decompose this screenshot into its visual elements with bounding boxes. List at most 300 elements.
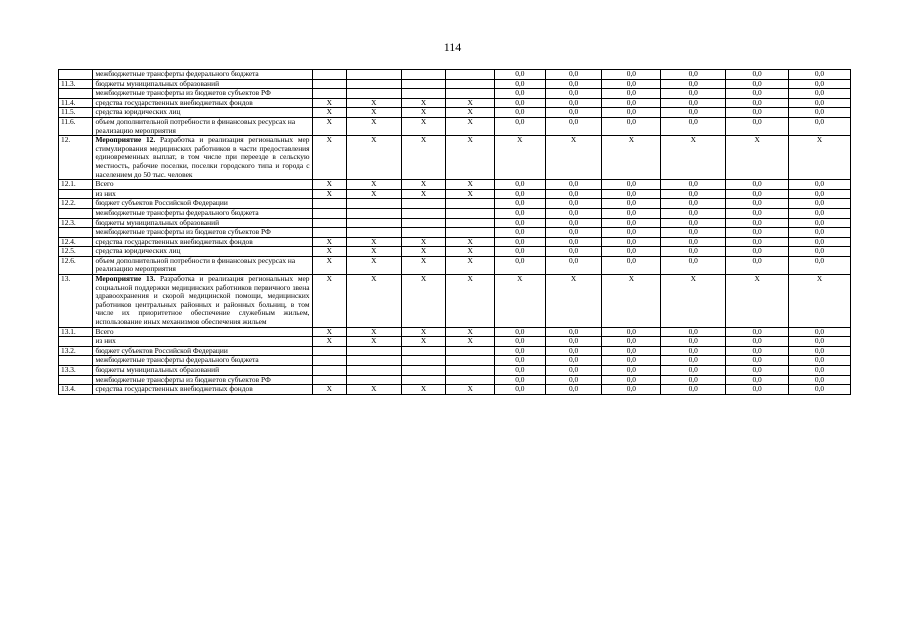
value-cell: 0,0	[661, 70, 726, 80]
row-description: межбюджетные трансферты федерального бюджета	[93, 70, 312, 80]
table-row	[59, 79, 851, 89]
row-number: 11.3.	[59, 79, 93, 89]
row-description	[93, 275, 312, 328]
value-cell: 0,0	[545, 89, 602, 99]
table-row	[59, 327, 851, 337]
value-cell	[446, 228, 495, 238]
value-cell: 0,0	[602, 199, 661, 209]
value-cell: 0,0	[726, 385, 789, 395]
value-cell: 0,0	[545, 346, 602, 356]
table-row	[59, 356, 851, 366]
value-cell: X	[401, 247, 446, 257]
value-cell: 0,0	[726, 237, 789, 247]
value-cell: X	[312, 275, 346, 328]
value-cell: 0,0	[789, 256, 851, 274]
value-cell: 0,0	[661, 218, 726, 228]
value-cell: 0,0	[545, 375, 602, 385]
value-cell: 0,0	[661, 327, 726, 337]
page-number: 114	[443, 40, 462, 54]
value-cell: 0,0	[602, 70, 661, 80]
value-cell: 0,0	[789, 89, 851, 99]
row-number: 12.6.	[59, 256, 93, 274]
value-cell: X	[346, 337, 401, 347]
row-description: межбюджетные трансферты из бюджетов субъектов РФ	[93, 89, 312, 99]
value-cell: 0,0	[602, 117, 661, 135]
value-cell: X	[446, 327, 495, 337]
value-cell: 0,0	[495, 237, 546, 247]
value-cell: 0,0	[495, 366, 546, 376]
value-cell: 0,0	[726, 247, 789, 257]
value-cell: 0,0	[495, 199, 546, 209]
row-description: бюджет субъектов Российской Федерации	[93, 199, 312, 209]
value-cell: X	[401, 275, 446, 328]
value-cell	[346, 89, 401, 99]
row-number: 12.1.	[59, 180, 93, 190]
value-cell: X	[401, 337, 446, 347]
value-cell: 0,0	[661, 247, 726, 257]
value-cell: 0,0	[661, 117, 726, 135]
value-cell: X	[346, 275, 401, 328]
value-cell: 0,0	[495, 98, 546, 108]
value-cell: X	[401, 385, 446, 395]
value-cell: X	[446, 237, 495, 247]
value-cell: 0,0	[726, 70, 789, 80]
value-cell: 0,0	[789, 366, 851, 376]
row-description: средства государственных внебюджетных фондов	[93, 385, 312, 395]
value-cell: 0,0	[545, 98, 602, 108]
row-description: средства юридических лиц	[93, 108, 312, 118]
value-cell: X	[312, 385, 346, 395]
value-cell: X	[446, 256, 495, 274]
value-cell: X	[346, 180, 401, 190]
table-row	[59, 189, 851, 199]
value-cell: 0,0	[789, 356, 851, 366]
value-cell: X	[346, 247, 401, 257]
row-description: средства государственных внебюджетных фондов	[93, 237, 312, 247]
value-cell: X	[789, 136, 851, 180]
value-cell	[446, 208, 495, 218]
table-row	[59, 385, 851, 395]
value-cell	[401, 199, 446, 209]
table-row	[59, 228, 851, 238]
measure-title: Мероприятие 12.	[95, 135, 156, 145]
value-cell: 0,0	[602, 337, 661, 347]
value-cell: 0,0	[726, 218, 789, 228]
value-cell: X	[446, 108, 495, 118]
value-cell: 0,0	[602, 346, 661, 356]
value-cell	[446, 356, 495, 366]
row-number: 13.1.	[59, 327, 93, 337]
value-cell: 0,0	[789, 208, 851, 218]
value-cell: 0,0	[789, 247, 851, 257]
row-description: межбюджетные трансферты из бюджетов субъектов РФ	[93, 375, 312, 385]
value-cell: 0,0	[789, 385, 851, 395]
value-cell: 0,0	[495, 108, 546, 118]
value-cell: 0,0	[726, 366, 789, 376]
value-cell: 0,0	[661, 108, 726, 118]
value-cell	[401, 79, 446, 89]
value-cell: 0,0	[789, 327, 851, 337]
value-cell: 0,0	[545, 70, 602, 80]
value-cell	[312, 79, 346, 89]
value-cell: 0,0	[602, 79, 661, 89]
value-cell: 0,0	[602, 366, 661, 376]
value-cell: 0,0	[726, 89, 789, 99]
value-cell: 0,0	[545, 180, 602, 190]
row-description: межбюджетные трансферты из бюджетов субъектов РФ	[93, 228, 312, 238]
row-description: бюджеты муниципальных образований	[93, 366, 312, 376]
value-cell: 0,0	[661, 356, 726, 366]
value-cell: 0,0	[495, 70, 546, 80]
value-cell: 0,0	[602, 385, 661, 395]
value-cell: 0,0	[545, 199, 602, 209]
value-cell	[401, 89, 446, 99]
value-cell	[446, 366, 495, 376]
value-cell: 0,0	[495, 375, 546, 385]
value-cell: 0,0	[726, 79, 789, 89]
table-row	[59, 89, 851, 99]
value-cell: 0,0	[602, 98, 661, 108]
value-cell: 0,0	[661, 337, 726, 347]
value-cell: 0,0	[545, 385, 602, 395]
value-cell: X	[495, 275, 546, 328]
value-cell: 0,0	[661, 237, 726, 247]
value-cell: 0,0	[661, 228, 726, 238]
value-cell: 0,0	[495, 79, 546, 89]
row-description: объем дополнительной потребности в финансовых ресурсах на реализацию мероприятия	[93, 256, 312, 274]
value-cell: 0,0	[545, 228, 602, 238]
row-number: 13.2.	[59, 346, 93, 356]
value-cell: 0,0	[545, 208, 602, 218]
value-cell: 0,0	[545, 79, 602, 89]
row-number	[59, 89, 93, 99]
value-cell: X	[661, 136, 726, 180]
value-cell	[312, 199, 346, 209]
value-cell: 0,0	[602, 237, 661, 247]
row-description: из них	[93, 189, 312, 199]
value-cell: 0,0	[789, 108, 851, 118]
value-cell	[312, 346, 346, 356]
value-cell	[346, 228, 401, 238]
row-description: объем дополнительной потребности в финансовых ресурсах на реализацию мероприятия	[93, 117, 312, 135]
value-cell: 0,0	[661, 180, 726, 190]
value-cell: 0,0	[789, 375, 851, 385]
value-cell: 0,0	[495, 346, 546, 356]
value-cell	[446, 199, 495, 209]
value-cell	[401, 228, 446, 238]
value-cell: X	[312, 247, 346, 257]
value-cell: 0,0	[602, 89, 661, 99]
value-cell	[401, 366, 446, 376]
value-cell: 0,0	[602, 218, 661, 228]
value-cell: X	[401, 256, 446, 274]
value-cell: 0,0	[495, 189, 546, 199]
table-row	[59, 136, 851, 180]
value-cell: 0,0	[495, 327, 546, 337]
value-cell: 0,0	[495, 356, 546, 366]
value-cell: X	[545, 136, 602, 180]
measure-title: Мероприятие 13.	[95, 274, 156, 284]
value-cell: 0,0	[661, 375, 726, 385]
value-cell: 0,0	[726, 117, 789, 135]
value-cell	[346, 70, 401, 80]
row-number: 11.4.	[59, 98, 93, 108]
value-cell	[446, 70, 495, 80]
value-cell: 0,0	[661, 346, 726, 356]
value-cell: X	[312, 337, 346, 347]
value-cell	[446, 218, 495, 228]
value-cell: 0,0	[726, 256, 789, 274]
value-cell: 0,0	[602, 327, 661, 337]
row-number: 12.5.	[59, 247, 93, 257]
value-cell: X	[446, 189, 495, 199]
table-row	[59, 208, 851, 218]
value-cell	[401, 218, 446, 228]
value-cell: X	[312, 98, 346, 108]
value-cell: 0,0	[726, 356, 789, 366]
table-row	[59, 117, 851, 135]
value-cell: 0,0	[726, 180, 789, 190]
value-cell	[401, 208, 446, 218]
value-cell: X	[312, 256, 346, 274]
value-cell: 0,0	[495, 228, 546, 238]
row-number: 11.6.	[59, 117, 93, 135]
value-cell: X	[495, 136, 546, 180]
value-cell: 0,0	[661, 256, 726, 274]
value-cell: 0,0	[602, 189, 661, 199]
value-cell: 0,0	[602, 247, 661, 257]
value-cell	[346, 208, 401, 218]
value-cell: 0,0	[726, 208, 789, 218]
value-cell: X	[401, 327, 446, 337]
value-cell: 0,0	[661, 208, 726, 218]
value-cell	[312, 366, 346, 376]
value-cell: 0,0	[495, 218, 546, 228]
value-cell	[446, 79, 495, 89]
value-cell: X	[401, 237, 446, 247]
value-cell: 0,0	[661, 366, 726, 376]
value-cell: X	[726, 136, 789, 180]
value-cell: 0,0	[661, 98, 726, 108]
value-cell: X	[346, 256, 401, 274]
value-cell: 0,0	[602, 256, 661, 274]
value-cell: X	[346, 108, 401, 118]
value-cell: X	[789, 275, 851, 328]
value-cell: X	[312, 189, 346, 199]
row-description: средства юридических лиц	[93, 247, 312, 257]
row-number: 13.	[59, 275, 93, 328]
table-row	[59, 375, 851, 385]
value-cell: X	[346, 136, 401, 180]
value-cell: 0,0	[545, 337, 602, 347]
value-cell: 0,0	[495, 208, 546, 218]
value-cell: X	[312, 136, 346, 180]
value-cell: X	[446, 180, 495, 190]
value-cell: 0,0	[602, 375, 661, 385]
value-cell: 0,0	[495, 117, 546, 135]
value-cell	[346, 346, 401, 356]
value-cell: X	[446, 98, 495, 108]
row-description: средства государственных внебюджетных фондов	[93, 98, 312, 108]
table-row	[59, 275, 851, 328]
value-cell: X	[726, 275, 789, 328]
value-cell: X	[401, 98, 446, 108]
table-row	[59, 256, 851, 274]
value-cell: 0,0	[726, 346, 789, 356]
table-row	[59, 247, 851, 257]
value-cell: 0,0	[661, 385, 726, 395]
value-cell: 0,0	[789, 117, 851, 135]
value-cell: 0,0	[495, 256, 546, 274]
value-cell: 0,0	[661, 199, 726, 209]
value-cell: 0,0	[726, 337, 789, 347]
table-row	[59, 237, 851, 247]
value-cell	[312, 356, 346, 366]
value-cell	[312, 70, 346, 80]
value-cell: X	[446, 385, 495, 395]
value-cell	[401, 356, 446, 366]
value-cell: 0,0	[661, 79, 726, 89]
row-number	[59, 337, 93, 347]
value-cell: 0,0	[545, 117, 602, 135]
row-number: 12.	[59, 136, 93, 180]
value-cell	[346, 199, 401, 209]
value-cell: X	[401, 136, 446, 180]
row-number	[59, 356, 93, 366]
value-cell: 0,0	[726, 108, 789, 118]
value-cell: 0,0	[545, 366, 602, 376]
row-description: межбюджетные трансферты федерального бюджета	[93, 356, 312, 366]
value-cell: 0,0	[545, 256, 602, 274]
table-row	[59, 70, 851, 80]
value-cell: 0,0	[789, 180, 851, 190]
value-cell: 0,0	[789, 337, 851, 347]
value-cell: 0,0	[495, 89, 546, 99]
value-cell: 0,0	[495, 385, 546, 395]
value-cell	[346, 356, 401, 366]
table-row	[59, 346, 851, 356]
row-description: бюджеты муниципальных образований	[93, 79, 312, 89]
value-cell: X	[446, 117, 495, 135]
value-cell: X	[346, 117, 401, 135]
row-description: межбюджетные трансферты федерального бюджета	[93, 208, 312, 218]
value-cell	[312, 89, 346, 99]
value-cell: X	[446, 275, 495, 328]
budget-table	[58, 69, 851, 395]
value-cell	[346, 366, 401, 376]
value-cell: 0,0	[545, 327, 602, 337]
value-cell: 0,0	[602, 228, 661, 238]
value-cell: 0,0	[789, 79, 851, 89]
table-row	[59, 218, 851, 228]
value-cell: X	[312, 327, 346, 337]
value-cell: 0,0	[545, 218, 602, 228]
table-row	[59, 337, 851, 347]
value-cell	[346, 375, 401, 385]
value-cell: 0,0	[602, 180, 661, 190]
table-body	[59, 70, 851, 395]
row-number	[59, 375, 93, 385]
value-cell: X	[446, 136, 495, 180]
value-cell: 0,0	[545, 237, 602, 247]
row-number: 12.2.	[59, 199, 93, 209]
value-cell: 0,0	[789, 98, 851, 108]
table-row	[59, 366, 851, 376]
value-cell: 0,0	[545, 108, 602, 118]
value-cell: X	[446, 337, 495, 347]
value-cell: 0,0	[726, 199, 789, 209]
value-cell: X	[401, 180, 446, 190]
value-cell: 0,0	[602, 356, 661, 366]
row-number: 13.3.	[59, 366, 93, 376]
value-cell	[401, 346, 446, 356]
value-cell: 0,0	[726, 375, 789, 385]
value-cell: 0,0	[661, 89, 726, 99]
value-cell	[446, 89, 495, 99]
value-cell: 0,0	[789, 199, 851, 209]
row-description: бюджет субъектов Российской Федерации	[93, 346, 312, 356]
row-number	[59, 228, 93, 238]
value-cell	[446, 346, 495, 356]
row-description	[93, 136, 312, 180]
value-cell: 0,0	[789, 70, 851, 80]
value-cell: X	[446, 247, 495, 257]
value-cell: 0,0	[789, 346, 851, 356]
value-cell: X	[401, 189, 446, 199]
value-cell: 0,0	[789, 218, 851, 228]
row-number: 11.5.	[59, 108, 93, 118]
value-cell: 0,0	[495, 337, 546, 347]
value-cell: 0,0	[495, 180, 546, 190]
value-cell: X	[346, 98, 401, 108]
row-description: из них	[93, 337, 312, 347]
value-cell: 0,0	[545, 247, 602, 257]
table-row	[59, 108, 851, 118]
table-row	[59, 180, 851, 190]
row-number: 12.4.	[59, 237, 93, 247]
value-cell: 0,0	[545, 356, 602, 366]
value-cell: 0,0	[726, 189, 789, 199]
row-description: Всего	[93, 327, 312, 337]
value-cell: 0,0	[602, 108, 661, 118]
value-cell: X	[312, 180, 346, 190]
value-cell: 0,0	[661, 189, 726, 199]
value-cell: 0,0	[789, 189, 851, 199]
row-number	[59, 189, 93, 199]
value-cell	[346, 218, 401, 228]
value-cell: X	[661, 275, 726, 328]
value-cell: X	[401, 108, 446, 118]
value-cell: 0,0	[726, 228, 789, 238]
value-cell: 0,0	[726, 327, 789, 337]
table-row	[59, 199, 851, 209]
value-cell	[312, 218, 346, 228]
value-cell: X	[312, 237, 346, 247]
row-description: бюджеты муниципальных образований	[93, 218, 312, 228]
row-description: Всего	[93, 180, 312, 190]
table-row	[59, 98, 851, 108]
value-cell	[446, 375, 495, 385]
value-cell: X	[346, 327, 401, 337]
value-cell: X	[602, 136, 661, 180]
value-cell: X	[346, 237, 401, 247]
value-cell	[312, 228, 346, 238]
row-number: 12.3.	[59, 218, 93, 228]
value-cell: X	[312, 117, 346, 135]
measure-description: Разработка и реализация региональных мер стимулирования медицинских работников в части предоставления единовременных выплат, в том числе при переезде в сельскую местность, рабочие поселки, поселки городского типа и города с населением до 50 тыс. человек	[95, 135, 310, 179]
value-cell: X	[346, 189, 401, 199]
row-number	[59, 208, 93, 218]
